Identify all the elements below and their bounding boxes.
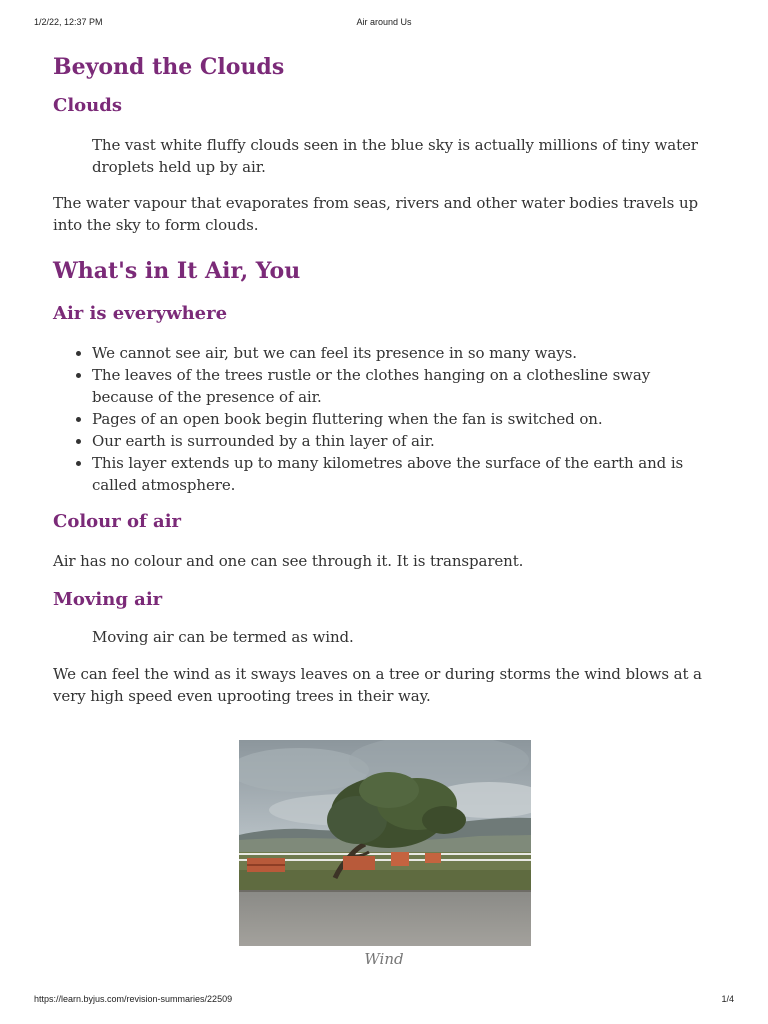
print-footer <box>0 994 768 1008</box>
page-url: https://learn.byjus.com/revision-summaries/22509 <box>34 994 233 1004</box>
print-datetime: 1/2/22, 12:37 PM <box>34 17 103 27</box>
figure-caption: Wind <box>364 950 404 968</box>
list-item: • This layer extends up to many kilometres above the surface of the earth and is called atmosphere. <box>92 452 713 496</box>
heading-whats-in-air: What's in It Air, You <box>53 258 301 284</box>
air-everywhere-list <box>53 342 713 496</box>
print-title: Air around Us <box>356 17 412 27</box>
heading-air-is-everywhere: Air is everywhere <box>53 303 228 324</box>
list-item: • We cannot see air, but we can feel its presence in so many ways. <box>92 342 713 364</box>
moving-text: We can feel the wind as it sways leaves on a tree or during storms the wind blows at a very high speed even uprooting trees in their way. <box>53 665 702 705</box>
heading-moving-air: Moving air <box>53 589 163 610</box>
heading-beyond-the-clouds: Beyond the Clouds <box>53 54 285 80</box>
clouds-indented-text: The vast white fluffy clouds seen in the blue sky is actually millions of tiny water droplets held up by air. <box>92 136 698 176</box>
print-header <box>0 17 768 31</box>
wind-tree-image <box>239 740 531 946</box>
heading-colour-of-air: Colour of air <box>53 511 182 532</box>
list-item: • Pages of an open book begin fluttering when the fan is switched on. <box>92 408 713 430</box>
colour-text: Air has no colour and one can see through it. It is transparent. <box>53 552 524 570</box>
page-number: 1/4 <box>721 994 734 1004</box>
clouds-text: The water vapour that evaporates from seas, rivers and other water bodies travels up into the sky to form clouds. <box>53 194 699 234</box>
list-item: • Our earth is surrounded by a thin layer of air. <box>92 430 713 452</box>
list-item: • The leaves of the trees rustle or the clothes hanging on a clothesline sway because of the presence of air. <box>92 364 713 408</box>
article-content <box>53 50 713 707</box>
heading-clouds: Clouds <box>53 95 122 116</box>
moving-indented-text: Moving air can be termed as wind. <box>92 628 354 646</box>
